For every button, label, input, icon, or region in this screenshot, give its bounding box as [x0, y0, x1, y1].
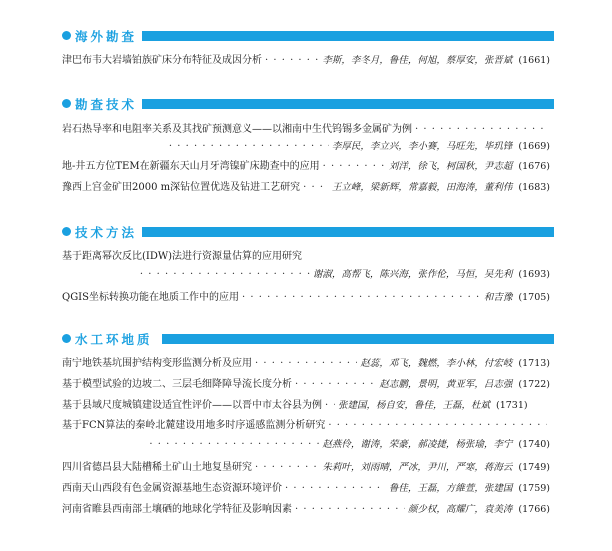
toc-entry[interactable] [62, 479, 550, 495]
bullet-icon [62, 227, 71, 236]
leader-dots [328, 420, 547, 431]
toc-entry[interactable] [62, 247, 550, 263]
toc-entry[interactable] [62, 120, 550, 136]
section-header-exploration [62, 96, 554, 112]
bullet-icon [62, 334, 71, 343]
leader-dots [140, 269, 310, 280]
entry-page: (1669) [518, 141, 550, 152]
toc-entry[interactable] [62, 375, 550, 391]
entry-authors: 朱莉叶，刘雨晴，严冰，尹川，严寒，蒋海云 [322, 462, 513, 473]
section-header-hydro-eng-env [62, 331, 554, 347]
entry-page: (1705) [518, 292, 550, 303]
entry-page: (1683) [518, 182, 550, 193]
entry-title: 四川省德昌县大陆槽稀土矿山土地复垦研究 [62, 462, 252, 473]
leader-dots [295, 504, 405, 515]
toc-entry[interactable] [62, 178, 550, 194]
entry-page: (1759) [518, 483, 550, 494]
entry-authors: 李斯，李冬月，鲁佳，何旭，蔡厚安，张晋斌 [322, 55, 513, 66]
toc-entry[interactable] [62, 157, 550, 173]
header-bar [142, 227, 554, 237]
section-title: 水工环地质 [75, 332, 153, 347]
leader-dots [285, 483, 386, 494]
entry-authors: 鲁佳，王磊，方維萱，张建国 [388, 483, 513, 494]
entry-title: 河南省睢县西南部土壤硒的地球化学特征及影响因素 [62, 504, 292, 515]
entry-authors: 张建国，杨自安，鲁佳，王磊，杜斌 [338, 400, 491, 411]
entry-title: 津巴布韦大岩墙铂族矿床分布特征及成因分析 [62, 55, 262, 66]
header-bar [162, 334, 554, 344]
leader-dots [303, 182, 329, 193]
leader-dots [325, 400, 335, 411]
toc-entry[interactable] [62, 354, 550, 370]
toc-entry[interactable] [62, 396, 550, 412]
toc-entry[interactable] [62, 288, 550, 304]
section-title: 勘查技术 [75, 97, 138, 112]
toc-entry-continued[interactable] [62, 436, 550, 452]
leader-dots [242, 292, 481, 303]
section-header-overseas [62, 28, 554, 44]
entry-authors: 赵志鹏，景明，黄亚军，吕志强 [379, 379, 513, 390]
entry-page: (1740) [518, 439, 550, 450]
entry-authors: 赵蕊，邓飞，魏燃，李小林，付宏岐 [360, 358, 513, 369]
entry-title: 豫西上宫金矿田2000 m深钻位置优选及钻进工艺研究 [62, 182, 301, 193]
entry-authors: 和吉豫 [483, 292, 513, 303]
entry-authors: 李厚民，李立兴，李小赛，马旺先，毕玑锋 [331, 141, 513, 152]
leader-dots [149, 439, 319, 450]
entry-page: (1713) [518, 358, 550, 369]
entry-page: (1731) [496, 400, 528, 411]
leader-dots [255, 462, 319, 473]
leader-dots [295, 379, 376, 390]
section-header-methods [62, 224, 554, 240]
entry-page: (1661) [518, 55, 550, 66]
toc-entry[interactable] [62, 500, 550, 516]
toc-entry[interactable] [62, 458, 550, 474]
leader-dots [323, 161, 386, 172]
entry-authors: 谢淑，高帮飞，陈兴海，张作伦，马恒，吴先利 [312, 269, 513, 280]
leader-dots [265, 55, 319, 66]
entry-title: 基于FCN算法的秦岭北麓建设用地多时序遥感监测分析研究 [62, 420, 326, 431]
toc-entry[interactable] [62, 51, 550, 67]
header-bar [142, 31, 554, 41]
entry-authors: 王立峰，梁新辉，常嘉毅，田海涛，董利伟 [331, 182, 513, 193]
toc-entry-continued[interactable] [62, 138, 550, 154]
toc-entry[interactable] [62, 416, 550, 432]
entry-title: 西南天山西段有色金属资源基地生态资源环境评价 [62, 483, 282, 494]
toc-entry-continued[interactable] [62, 266, 550, 282]
entry-authors: 刘洋，徐飞，柯国秋，尹志超 [388, 161, 513, 172]
header-bar [142, 99, 554, 109]
bullet-icon [62, 99, 71, 108]
leader-dots [415, 124, 547, 135]
section-title: 技术方法 [75, 225, 138, 240]
leader-dots [255, 358, 357, 369]
entry-title: 基于模型试验的边坡二、三层毛细降障导流长度分析 [62, 379, 292, 390]
entry-page: (1722) [518, 379, 550, 390]
entry-title: 地-井五方位TEM在新疆东天山月牙湾镍矿床勘查中的应用 [62, 161, 320, 172]
bullet-icon [62, 31, 71, 40]
entry-title: 岩石热导率和电阻率关系及其找矿预测意义——以湘南中生代钨锡多金属矿为例 [62, 124, 412, 135]
entry-authors: 颜少权，高耀广，袁美涛 [407, 504, 513, 515]
entry-title: 南宁地铁基坑围护结构变形监测分析及应用 [62, 358, 252, 369]
entry-page: (1749) [518, 462, 550, 473]
leader-dots [169, 141, 329, 152]
entry-title: QGIS坐标转换功能在地质工作中的应用 [62, 292, 239, 303]
entry-page: (1676) [518, 161, 550, 172]
entry-page: (1766) [518, 504, 550, 515]
section-title: 海外勘查 [75, 29, 138, 44]
entry-authors: 赵燕伶，谢涛，荣豪，郝凌捷，杨张瑜，李宁 [322, 439, 513, 450]
entry-title: 基于距离幂次反比(IDW)法进行资源量估算的应用研究 [62, 251, 303, 262]
entry-page: (1693) [518, 269, 550, 280]
entry-title: 基于县域尺度城镇建设适宜性评价——以晋中市太谷县为例 [62, 400, 322, 411]
